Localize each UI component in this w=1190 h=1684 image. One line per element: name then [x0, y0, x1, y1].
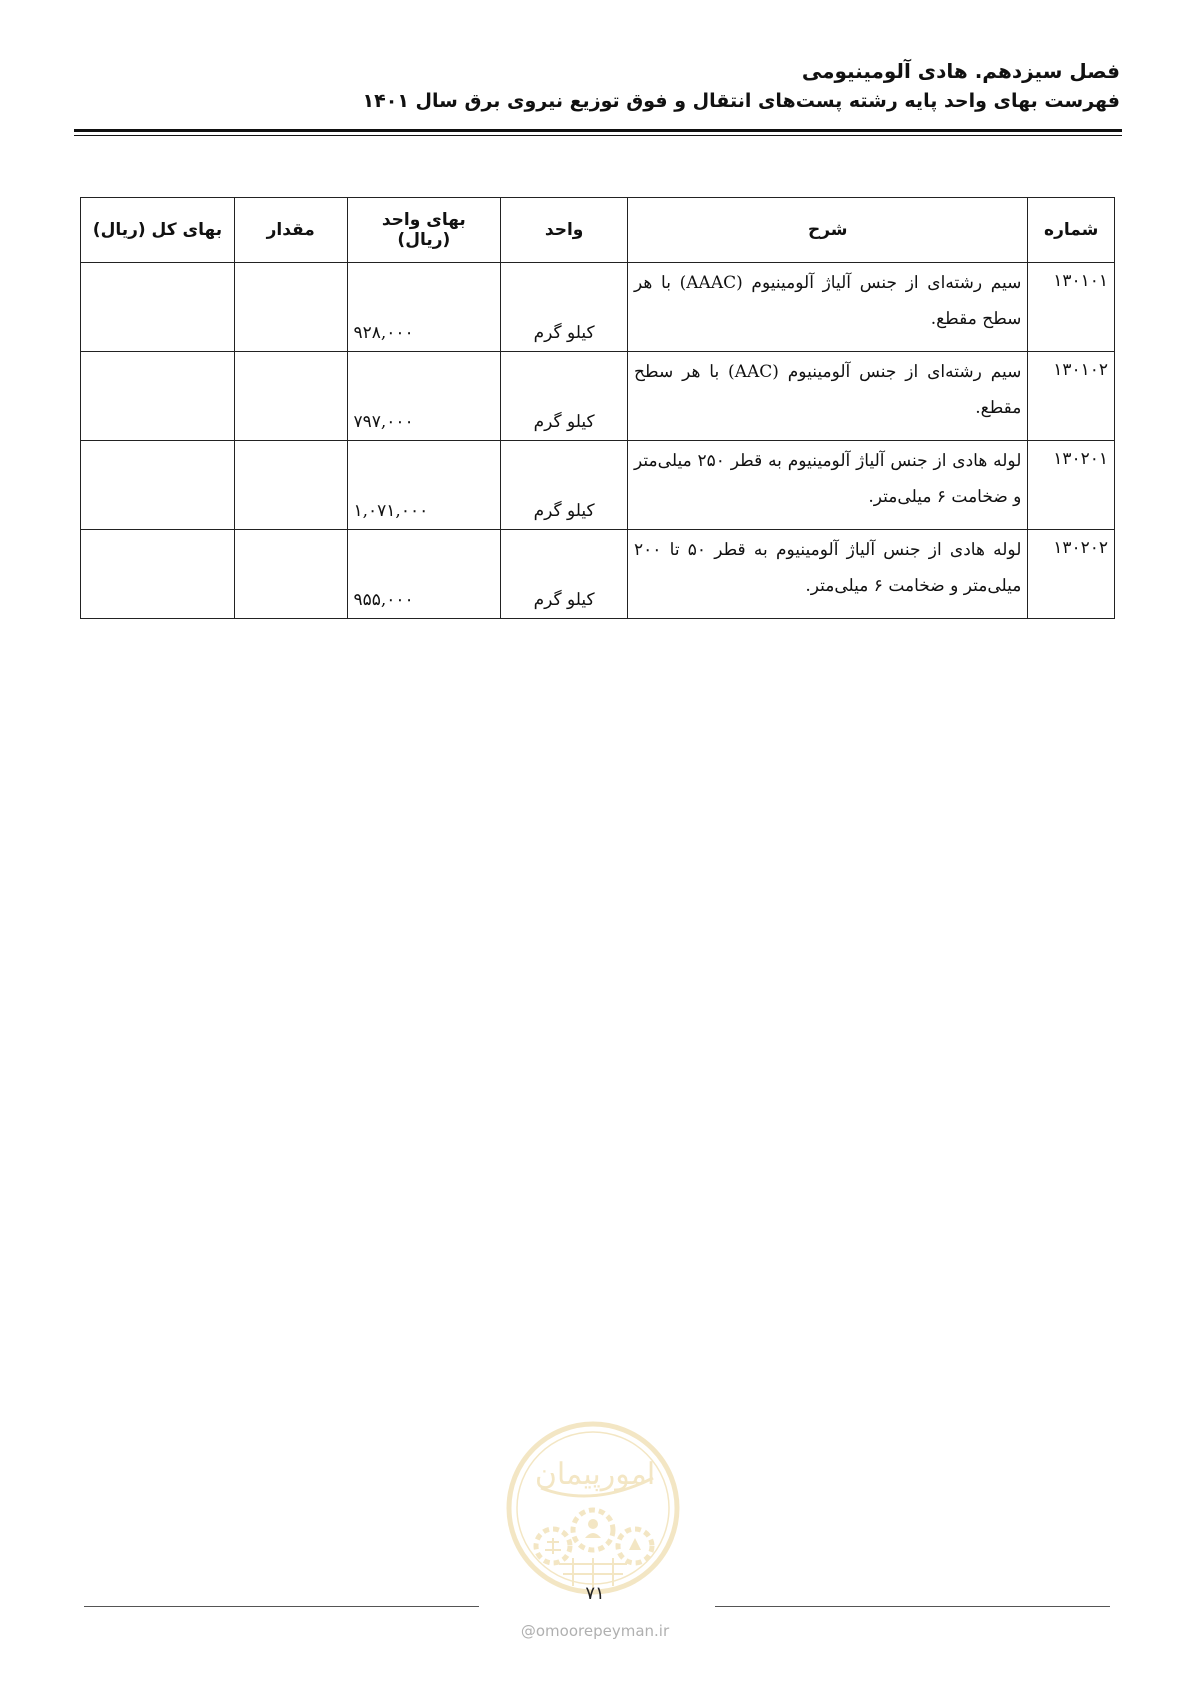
footer-rule-left: [84, 1606, 479, 1607]
row-total-price: [81, 530, 235, 619]
row-unit-price: ۹۵۵,۰۰۰: [347, 530, 501, 619]
row-code: ۱۳۰۲۰۲: [1028, 530, 1115, 619]
watermark-logo: [503, 1418, 683, 1598]
table-header-row: [81, 198, 1115, 263]
row-quantity: [234, 352, 347, 441]
row-quantity: [234, 263, 347, 352]
row-total-price: [81, 352, 235, 441]
table-row: [81, 263, 1115, 352]
header-quantity: مقدار: [234, 198, 347, 263]
header-unit: واحد: [501, 198, 628, 263]
price-list-title: فهرست بهای واحد پایه رشته پست‌های انتقال و فوق توزیع نیروی برق سال ۱۴۰۱: [362, 90, 1120, 112]
gear-center-icon: [573, 1510, 613, 1550]
scales-icon: [545, 1538, 561, 1554]
row-description: لوله هادی از جنس آلیاژ آلومینیوم به قطر ۵۰ تا ۲۰۰ میلی‌متر و ضخامت ۶ میلی‌متر.: [628, 530, 1028, 619]
table-row: [81, 441, 1115, 530]
row-description: لوله هادی از جنس آلیاژ آلومینیوم به قطر ۲۵۰ میلی‌متر و ضخامت ۶ میلی‌متر.: [628, 441, 1028, 530]
row-code: ۱۳۰۱۰۲: [1028, 352, 1115, 441]
site-url: @omoorepeyman.ir: [520, 1622, 670, 1640]
header-unit-price: بهای واحد (ریال): [347, 198, 501, 263]
header-code: شماره: [1028, 198, 1115, 263]
person-icon: [588, 1519, 598, 1529]
row-total-price: [81, 263, 235, 352]
row-description: سیم رشته‌ای از جنس آلیاژ آلومینیوم (AAAC) با هر سطح مقطع.: [628, 263, 1028, 352]
footer-rule-right: [715, 1606, 1110, 1607]
header-description: شرح: [628, 198, 1028, 263]
row-unit: کیلو گرم: [501, 263, 628, 352]
row-quantity: [234, 441, 347, 530]
row-unit: کیلو گرم: [501, 530, 628, 619]
row-unit: کیلو گرم: [501, 352, 628, 441]
header-rule-thin: [74, 135, 1122, 136]
table-row: [81, 352, 1115, 441]
row-unit-price: ۹۲۸,۰۰۰: [347, 263, 501, 352]
logo-wordmark: امورپیمان: [534, 1457, 656, 1492]
row-description: سیم رشته‌ای از جنس آلومینیوم (AAC) با هر سطح مقطع.: [628, 352, 1028, 441]
row-unit-price: ۷۹۷,۰۰۰: [347, 352, 501, 441]
row-code: ۱۳۰۲۰۱: [1028, 441, 1115, 530]
page-header: [74, 56, 1120, 116]
row-unit-price: ۱,۰۷۱,۰۰۰: [347, 441, 501, 530]
price-table: [80, 197, 1115, 619]
person-body-icon: [585, 1533, 601, 1538]
page-number: ۷۱: [585, 1583, 605, 1604]
header-rule-thick: [74, 129, 1122, 132]
row-unit: کیلو گرم: [501, 441, 628, 530]
chapter-title: فصل سیزدهم. هادی آلومینیومی: [801, 59, 1120, 83]
row-quantity: [234, 530, 347, 619]
table-row: [81, 530, 1115, 619]
row-code: ۱۳۰۱۰۱: [1028, 263, 1115, 352]
header-total-price: بهای کل (ریال): [81, 198, 235, 263]
row-total-price: [81, 441, 235, 530]
hand-icon: [629, 1538, 641, 1550]
